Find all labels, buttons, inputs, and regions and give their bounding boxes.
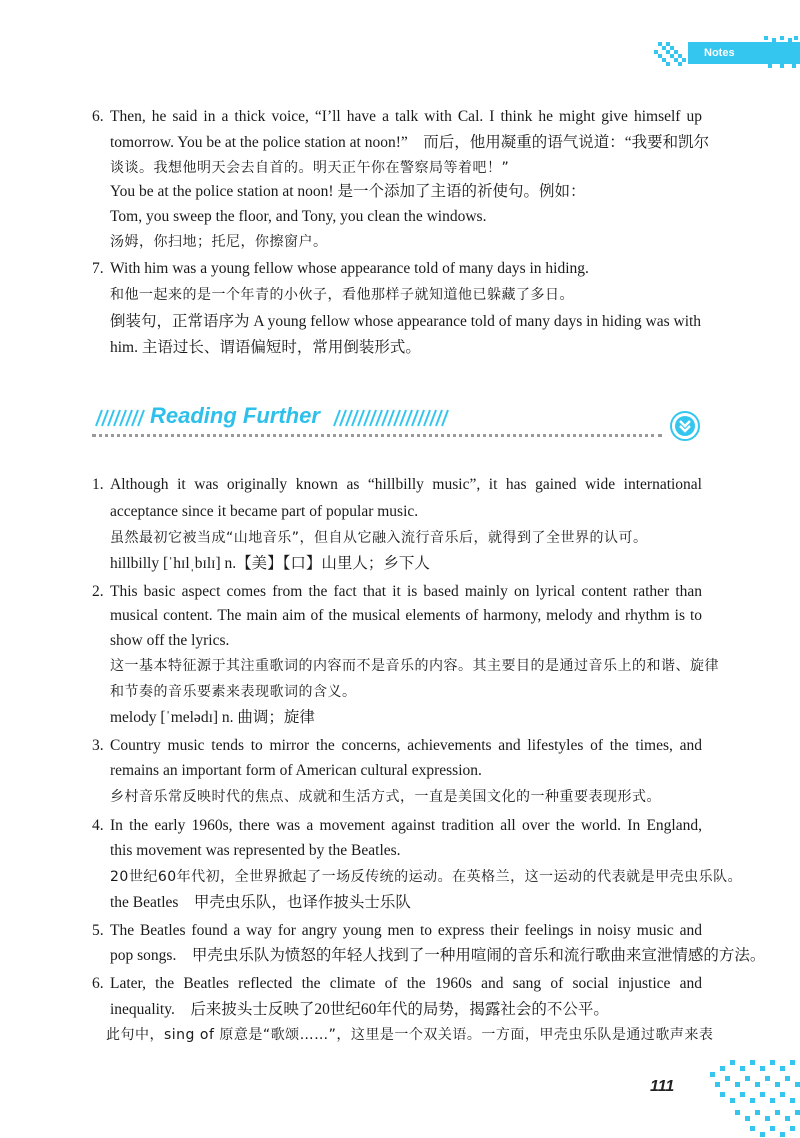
note-text-line: 谈谈。我想他明天会去自首的。明天正午你在警察局等着吧！” [110,160,510,176]
note-text-line: With him was a young fellow whose appearance told of many days in hiding. [110,260,589,277]
note-text-line: him. 主语过长、谓语偏短时，常用倒装形式。 [110,339,421,356]
rf-vocab-line: hillbilly [ˈhɪlˌbɪlɪ] n.【美】【口】山里人；乡下人 [110,555,430,572]
rf-number: 2. [92,583,104,600]
note-number: 7. [92,260,104,277]
section-divider [92,434,662,437]
rf-text-line: inequality. 后来披头士反映了20世纪60年代的局势，揭露社会的不公平。 [110,1001,609,1018]
note-example-line: Tom, you sweep the floor, and Tony, you clean the windows. [110,208,487,225]
rf-text-line: pop songs. 甲壳虫乐队为愤怒的年轻人找到了一种用喧闹的音乐和流行歌曲来宣泄情感的方法。 [110,947,766,964]
rf-number: 6. [92,975,104,992]
section-title: Reading Further [150,403,320,428]
rf-translation-line: 这一基本特征源于其注重歌词的内容而不是音乐的内容。其主要目的是通过音乐上的和谐、旋律 [110,658,719,674]
section-stripes-left-icon [92,408,146,428]
rf-translation-line: 20世纪60年代初，全世界掀起了一场反传统的运动。在英格兰，这一运动的代表就是甲壳虫乐队。 [110,869,743,885]
rf-text-line: remains an important form of American cultural expression. [110,762,482,779]
section-stripes-right-icon [330,408,454,428]
chevron-down-icon [669,410,701,442]
rf-text-line: Although it was originally known as “hillbilly music”, it has gained wide international [110,476,702,493]
rf-text-line: The Beatles found a way for angry young men to express their feelings in noisy music and [110,922,702,939]
note-text-line: 和他一起来的是一个年青的小伙子，看他那样子就知道他已躲藏了多日。 [110,287,574,303]
rf-number: 4. [92,817,104,834]
note-example-translation: 汤姆，你扫地；托尼，你擦窗户。 [110,234,328,250]
rf-translation-line: 此句中，sing of 原意是“歌颂……”，这里是一个双关语。一方面，甲壳虫乐队是通过歌声来表 [106,1027,714,1043]
page-number: 111 [650,1078,675,1095]
rf-translation-line: 虽然最初它被当成“山地音乐”，但自从它融入流行音乐后，就得到了全世界的认可。 [110,530,648,546]
rf-text-line: this movement was represented by the Beatles. [110,842,401,859]
rf-text-line: Later, the Beatles reflected the climate of the 1960s and sang of social injustice and [110,975,702,992]
rf-number: 3. [92,737,104,754]
rf-text-line: show off the lyrics. [110,632,230,649]
rf-translation-line: 乡村音乐常反映时代的焦点、成就和生活方式，一直是美国文化的一种重要表现形式。 [110,789,661,805]
rf-text-line: acceptance since it became part of popular music. [110,503,419,520]
rf-number: 1. [92,476,104,493]
corner-pixel-pattern [700,1058,800,1138]
rf-text-line: In the early 1960s, there was a movement against tradition all over the world. In England, [110,817,702,834]
rf-text-line: This basic aspect comes from the fact that it is based mainly on lyrical content rather than [110,583,702,600]
rf-number: 5. [92,922,104,939]
notes-label: Notes [704,47,735,59]
rf-text-line: musical content. The main aim of the musical elements of harmony, melody and rhythm is to [110,607,702,624]
note-text-line: 倒装句，正常语序为 A young fellow whose appearance told of many days in hiding was with [110,313,702,330]
note-text-line: You be at the police station at noon! 是一个添加了主语的祈使句。例如： [110,183,586,200]
rf-vocab-line: melody [ˈmelədɪ] n. 曲调；旋律 [110,709,315,726]
note-text-line: Then, he said in a thick voice, “I’ll have a talk with Cal. I think he might give himself up [110,108,702,125]
rf-translation-line: 和节奏的音乐要素来表现歌词的含义。 [110,684,357,700]
rf-vocab-line: the Beatles 甲壳虫乐队，也译作披头士乐队 [110,894,411,911]
note-number: 6. [92,108,104,125]
rf-text-line: Country music tends to mirror the concerns, achievements and lifestyles of the times, and [110,737,702,754]
note-text-line: tomorrow. You be at the police station at noon!” 而后，他用凝重的语气说道：“我要和凯尔 [110,134,710,151]
